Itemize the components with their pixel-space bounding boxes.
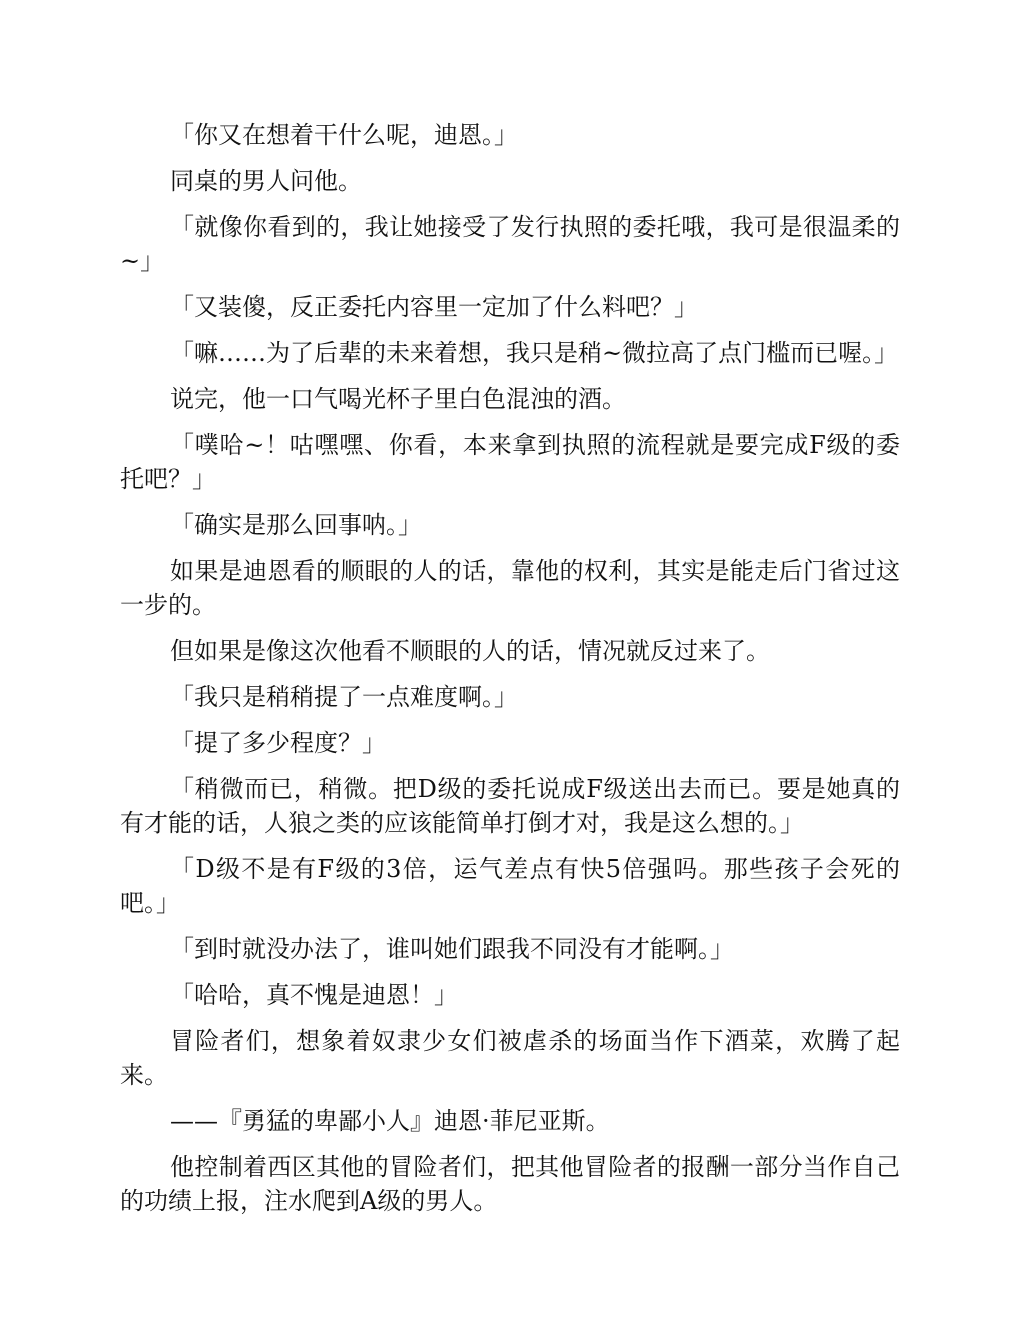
paragraph: 如果是迪恩看的顺眼的人的话，靠他的权利，其实是能走后门省过这一步的。 [120, 557, 900, 619]
document-body [120, 118, 900, 1230]
paragraph: 但如果是像这次他看不顺眼的人的话，情况就反过来了。 [170, 637, 770, 665]
paragraph: 说完，他一口气喝光杯子里白色混浊的酒。 [170, 385, 626, 413]
paragraph: ——『勇猛的卑鄙小人』迪恩·菲尼亚斯。 [170, 1107, 610, 1135]
paragraph: 「确实是那么回事呐。」 [170, 511, 422, 539]
paragraph: 「嘛……为了后辈的未来着想，我只是稍~微拉高了点门槛而已喔。」 [170, 339, 899, 367]
paragraph: 「你又在想着干什么呢，迪恩。」 [170, 121, 518, 149]
paragraph: 「到时就没办法了，谁叫她们跟我不同没有才能啊。」 [170, 935, 734, 963]
paragraph: 「又装傻，反正委托内容里一定加了什么料吧？」 [170, 293, 698, 321]
paragraph: 「D级不是有F级的3倍，运气差点有快5倍强吗。那些孩子会死的吧。」 [120, 855, 900, 917]
paragraph: 同桌的男人问他。 [170, 167, 362, 195]
paragraph: 「提了多少程度？」 [170, 729, 386, 757]
paragraph: 「噗哈~！咕嘿嘿、你看，本来拿到执照的流程就是要完成F级的委托吧？」 [120, 431, 900, 493]
paragraph: 「哈哈，真不愧是迪恩！」 [170, 981, 458, 1009]
paragraph: 「稍微而已，稍微。把D级的委托说成F级送出去而已。要是她真的有才能的话，人狼之类的应该能简单打倒才对，我是这么想的。」 [120, 775, 900, 837]
paragraph: 「就像你看到的，我让她接受了发行执照的委托哦，我可是很温柔的~」 [120, 213, 900, 275]
paragraph: 「我只是稍稍提了一点难度啊。」 [170, 683, 518, 711]
paragraph: 冒险者们，想象着奴隶少女们被虐杀的场面当作下酒菜，欢腾了起来。 [120, 1027, 900, 1089]
paragraph: 他控制着西区其他的冒险者们，把其他冒险者的报酬一部分当作自己的功绩上报，注水爬到A级的男人。 [120, 1153, 900, 1215]
